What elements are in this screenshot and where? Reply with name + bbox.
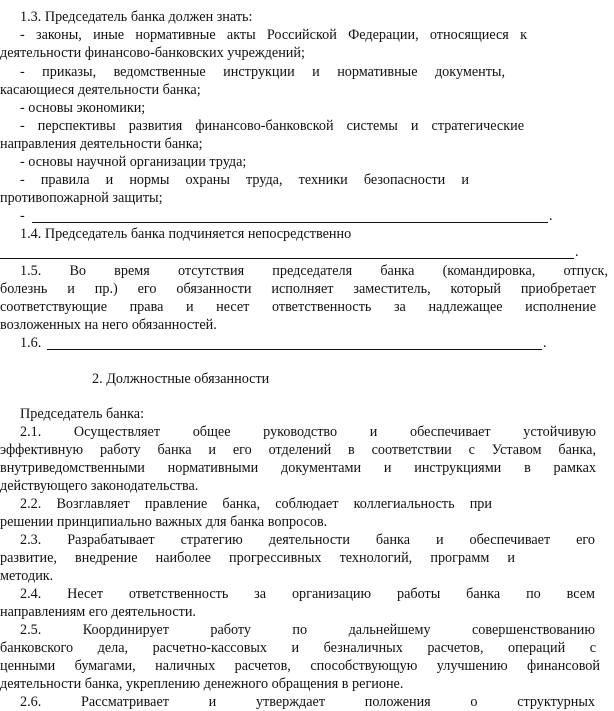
text-line: 2.5. Координирует работу по дальнейшему совершенствованию <box>20 622 595 638</box>
text-line: ценными бумагами, наличных расчетов, способствующую улучшению финансовой <box>0 658 600 674</box>
text-line: направлениям его деятельности. <box>0 604 196 620</box>
text-line: противопожарной защиты; <box>0 190 163 206</box>
text-line: деятельности банка, укреплению денежного обращения в регионе. <box>0 676 404 692</box>
text-line: 1.5. Во время отсутствия председателя банка (командировка, отпуск, <box>20 263 608 279</box>
text-line: 2.2. Возглавляет правление банка, соблюдает коллегиальность при <box>20 496 492 512</box>
text-line: Председатель банка: <box>20 406 145 422</box>
text-line: - основы экономики; <box>20 100 146 116</box>
text-line: 1.6. <box>20 335 42 351</box>
fill-in-blank <box>47 349 542 350</box>
text-line: развитие, внедрение наиболее прогрессивных технологий, программ и <box>0 550 515 566</box>
text-line: 2. Должностные обязанности <box>92 371 270 387</box>
text-line: решении принципиально важных для банка вопросов. <box>0 514 328 530</box>
text-line: - законы, иные нормативные акты Российской Федерации, относящиеся к <box>20 27 527 43</box>
text-line: болезнь и пр.) его обязанности исполняет заместитель, который приобретает <box>0 281 596 297</box>
text-line: - перспективы развития финансово-банковской системы и стратегические <box>20 118 524 134</box>
text-line: 1.3. Председатель банка должен знать: <box>20 9 253 25</box>
text-line: - правила и нормы охраны труда, техники безопасности и <box>20 172 469 188</box>
text-line: 2.3. Разрабатывает стратегию деятельности банка и обеспечивает его <box>20 532 595 548</box>
text-line: внутриведомственными нормативными документами и инструкциями в рамках <box>0 460 596 476</box>
text-line: деятельности финансово-банковских учреждений; <box>0 45 305 61</box>
blank-end-mark: . <box>575 244 579 260</box>
text-line: эффективную работу банка и его отделений в соответствии с Уставом банка, <box>0 442 596 458</box>
text-line: - приказы, ведомственные инструкции и нормативные документы, <box>20 64 505 80</box>
text-line: - основы научной организации труда; <box>20 154 247 170</box>
text-line: 1.4. Председатель банка подчиняется непосредственно <box>20 226 352 242</box>
text-line: направления деятельности банка; <box>0 136 203 152</box>
text-line: возложенных на него обязанностей. <box>0 317 217 333</box>
text-line: банковского дела, расчетно-кассовых и безналичных расчетов, операций с <box>0 640 596 656</box>
text-line: действующего законодательства. <box>0 478 199 494</box>
blank-end-mark: . <box>549 208 553 224</box>
text-line: соответствующие права и несет ответственность за надлежащее исполнение <box>0 299 596 315</box>
text-line: 2.6. Рассматривает и утверждает положения о структурных <box>20 694 595 710</box>
text-line: 2.4. Несет ответственность за организацию работы банка по всем <box>20 586 595 602</box>
text-line: 2.1. Осуществляет общее руководство и обеспечивает устойчивую <box>20 424 596 440</box>
blank-end-mark: . <box>543 335 547 351</box>
fill-in-blank <box>32 222 548 223</box>
fill-in-blank <box>0 258 574 259</box>
text-line: методик. <box>0 568 54 584</box>
text-line: - <box>20 208 25 224</box>
text-line: касающиеся деятельности банка; <box>0 82 201 98</box>
